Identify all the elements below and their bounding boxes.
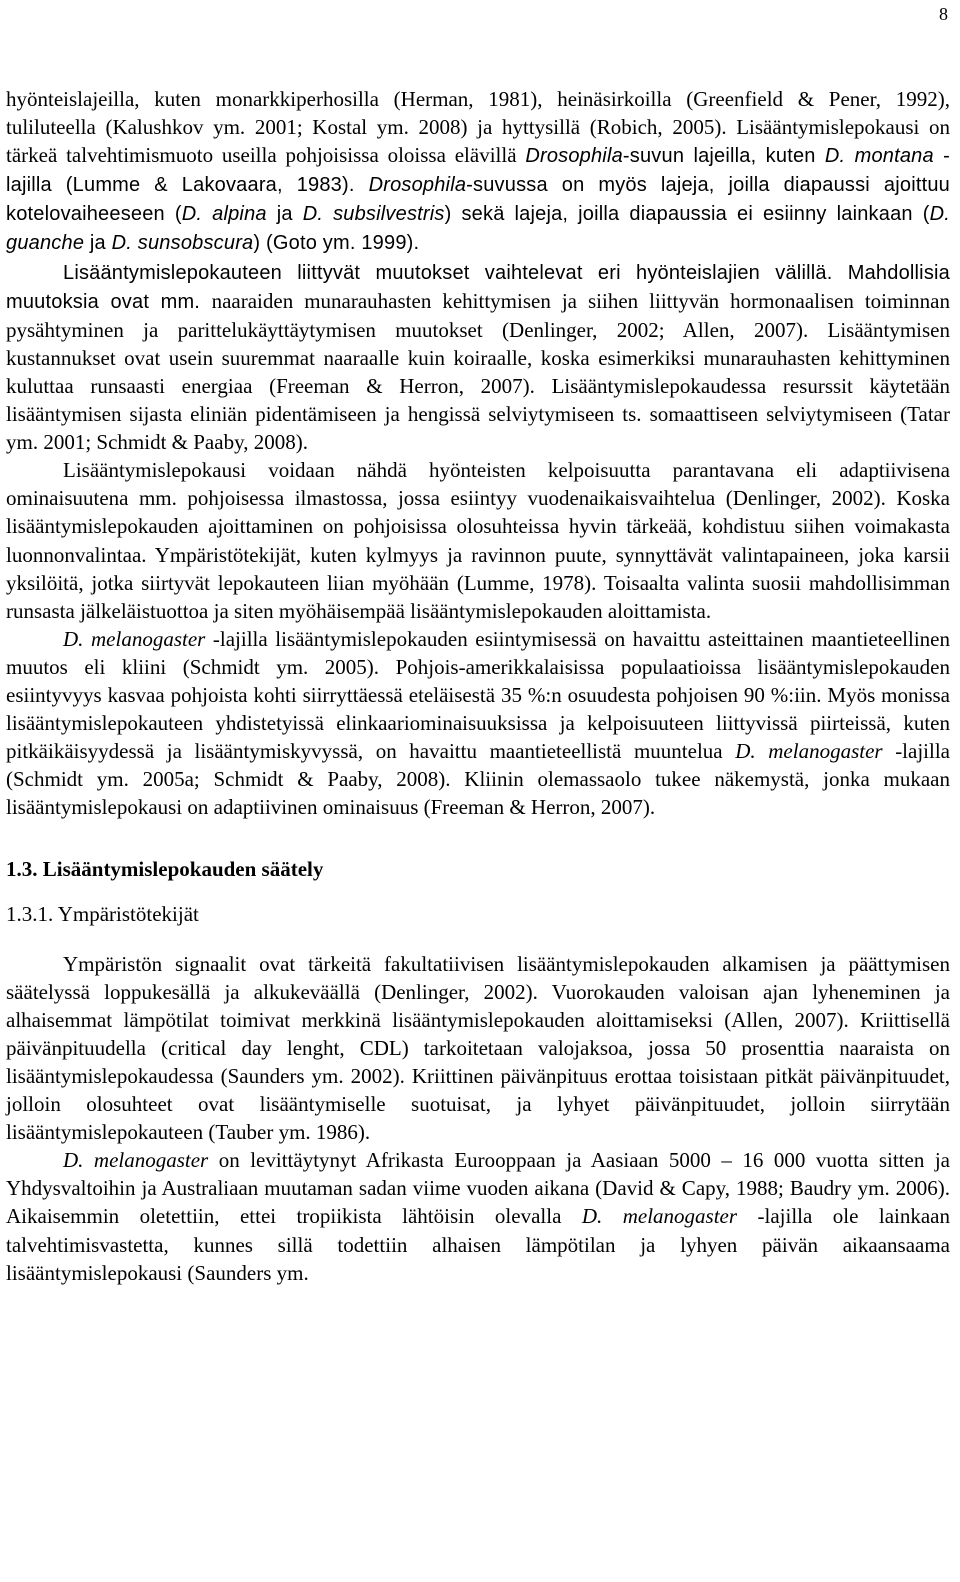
text-run: ) (Goto ym. 1999).	[253, 232, 420, 255]
text-run: Lisääntymislepokauteen liittyvät muutokset vaihtelevat eri hyönteislajien välillä. Mahdollisia muutoksia ovat mm.	[6, 261, 950, 313]
paragraph-environmental-signals: Ympäristön signaalit ovat tärkeitä fakultatiivisen lisääntymislepokauden alkamisen ja päättymisen säätelyssä loppukesällä ja alkukeväällä (Denlinger, 2002). Vuorokauden valoisan ajan lyheneminen ja alhaisemmat lämpötilat toimivat merkkinä lisääntymislepokauden aloittamiseksi (Allen, 2007). Kriittisellä päivänpituudella (critical day lenght, CDL) tarkoitetaan valojaksoa, jossa 50 prosenttia naaraista on lisääntymislepokaudessa (Saunders ym. 2002). Kriittinen päivänpituus erottaa toisistaan pitkät päivänpituudet, jolloin olosuhteet ovat lisääntymiselle suotuisat, ja lyhyet päivänpituudet, jolloin siirrytään lisääntymislepokauteen (Tauber ym. 1986).	[6, 951, 950, 1145]
taxon-name: D. subsilvestris	[302, 203, 445, 226]
text-run: -lajilla (Lumme & Lakovaara, 1983).	[6, 145, 950, 197]
taxon-name: D. guanche	[6, 203, 950, 255]
text-run: hyönteislajeilla, kuten monarkkiperhosilla (Herman, 1981), heinäsirkoilla (Greenfield & Pener, 1992), tuliluteella (Kalushkov ym. 2001; Kostal ym. 2008) ja hyttysillä (Robich, 2005). Lisääntymislepokausi on tärkeä talvehtimismuoto useilla pohjoisissa oloissa elävillä	[6, 87, 950, 168]
text-run: -suvun lajeilla, kuten	[622, 145, 825, 168]
taxon-name: Drosophila	[368, 174, 467, 197]
taxon-name: D. melanogaster	[63, 1148, 209, 1173]
page-body	[6, 85, 950, 1287]
page-number: 8	[939, 4, 948, 24]
text-run: -lajilla lisääntymislepokauden esiintymisessä on havaittu asteittainen maantieteellinen muutos eli kliini (Schmidt ym. 2005). Pohjois-amerikkalaisissa populaatioissa lisääntymislepokauden esiintyvyys kasvaa pohjoista kohti siirryttäessä eteläisestä 35 %:n osuudesta pohjoisen 90 %:iin. Myös monissa lisääntymislepokauteen yhdistetyissä elinkaariominaisuuksissa ja kelpoisuuteen liittyvissä piirteissä, kuten pitkäikäisyydessä ja lisääntymiskyvyssä, on havaittu maantieteellistä muuntelua	[6, 626, 950, 764]
text-run: ja	[84, 232, 112, 255]
paragraph-melanogaster-cline	[6, 625, 950, 822]
text-run: naaraiden munarauhasten kehittymisen ja siihen liittyvän hormonaalisen toiminnan pysähtyminen ja parittelukäyttäytymisen muutokset (Denlinger, 2002; Allen, 2007). Lisääntymisen kustannukset ovat usein suuremmat naaraalle kuin koiraalle, koska esimerkiksi munarauhasten kehittyminen kuluttaa runsaasti energiaa (Freeman & Herron, 2007). Lisääntymislepokaudessa resurssit käytetään lisääntymisen sijasta eliniän pidentämiseen ja hengissä selviytymiseen ts. somaattiseen selviytymiseen (Tatar ym. 2001; Schmidt & Paaby, 2008).	[6, 288, 950, 455]
taxon-name: D. melanogaster	[581, 1204, 738, 1229]
paragraph-melanogaster-spread	[6, 1146, 950, 1286]
taxon-name: D. sunsobscura	[111, 232, 254, 255]
text-run: ja	[266, 203, 303, 226]
paragraph-adaptive-trait: Lisääntymislepokausi voidaan nähdä hyönteisten kelpoisuutta parantavana eli adaptiivisena ominaisuutena mm. pohjoisessa ilmastossa, jossa esiintyy vuodenaikaisvaihtelua (Denlinger, 2002). Koska lisääntymislepokauden ajoittaminen on pohjoisissa olosuhteissa hyvin tärkeää, kohdistuu siihen voimakasta luonnonvalintaa. Ympäristötekijät, kuten kylmyys ja ravinnon puute, synnyttävät valintapaineen, joka karsii yksilöitä, jotka siirtyvät lepokauteen liian myöhään (Lumme, 1978). Toisaalta valinta suosii mahdollisimman runsasta jälkeläistuottoa ja siten myöhäisempää lisääntymislepokauden aloittamista.	[6, 458, 950, 623]
taxon-name: D. melanogaster	[735, 739, 883, 764]
subsection-heading: 1.3.1. Ympäristötekijät	[6, 901, 199, 926]
taxon-name: D. montana	[824, 145, 934, 168]
text-run: ) sekä lajeja, joilla diapaussia ei esiinny lainkaan (	[444, 203, 930, 226]
text-run: -suvussa on myös lajeja, joilla diapaussi ajoittuu kotelovaiheeseen (	[6, 174, 950, 226]
taxon-name: D. alpina	[181, 203, 267, 226]
section-heading: 1.3. Lisääntymislepokauden säätely	[6, 857, 324, 882]
text-run: on levittäytynyt Afrikasta Eurooppaan ja Aasiaan 5000 – 16 000 vuotta sitten ja Yhdysvaltoihin ja Australiaan muutaman sadan viime vuoden aikana (David & Capy, 1988; Baudry ym. 2006). Aikaisemmin oletettiin, ettei tropiikista lähtöisin olevalla	[6, 1148, 950, 1229]
taxon-name: Drosophila	[525, 145, 623, 168]
text-run: -lajilla (Schmidt ym. 2005a; Schmidt & Paaby, 2008). Kliinin olemassaolo tukee näkemystä, jonka mukaan lisääntymislepokausi on adaptiivinen ominaisuus (Freeman & Herron, 2007).	[6, 739, 950, 820]
paragraph-diapause-species	[6, 85, 950, 456]
taxon-name: D. melanogaster	[63, 626, 206, 651]
text-run: -lajilla ole lainkaan talvehtimisvastetta, kunnes sillä todettiin alhaisen lämpötilan ja lyhyen päivän aikaansaama lisääntymislepokausi (Saunders ym.	[6, 1204, 950, 1285]
